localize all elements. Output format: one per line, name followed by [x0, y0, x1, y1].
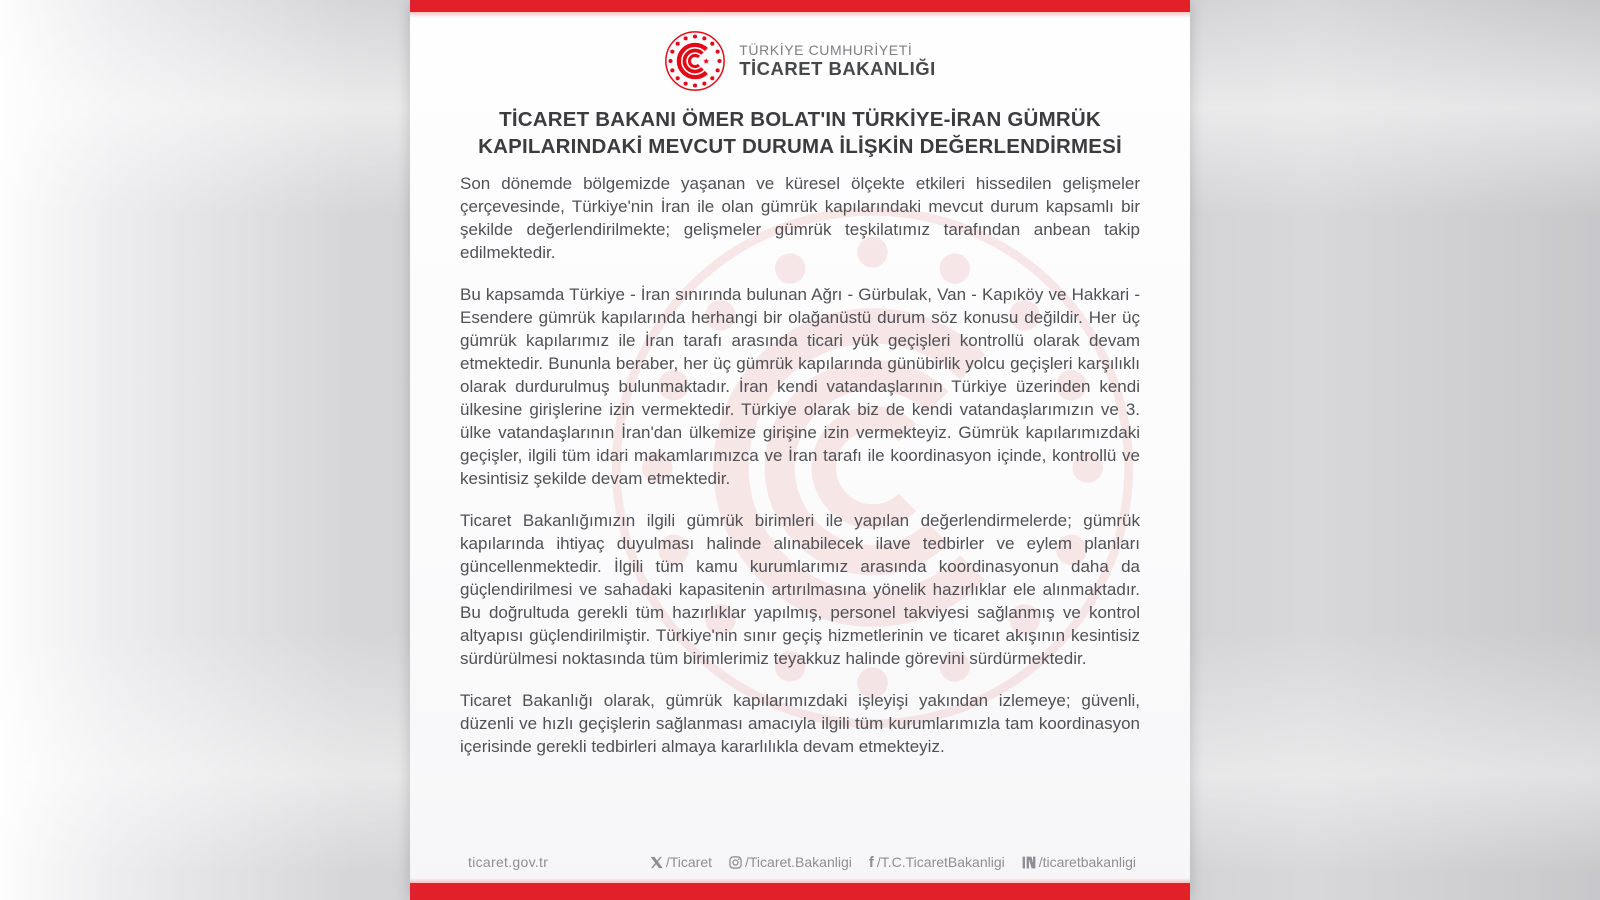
announcement-body	[410, 172, 1190, 777]
social-handle: /Ticaret.Bakanligi	[745, 854, 852, 870]
instagram-icon	[729, 856, 742, 869]
ministry-logo	[410, 30, 1190, 92]
footer	[410, 854, 1190, 870]
x-icon	[650, 856, 663, 869]
title-line2: KAPILARINDAKİ MEVCUT DURUMA İLİŞKİN DEĞERLENDİRMESİ	[478, 135, 1122, 158]
ministry-emblem-icon	[664, 30, 726, 92]
website-url: ticaret.gov.tr	[468, 854, 549, 870]
social-link-nsosyal	[1022, 854, 1136, 870]
social-handle: /T.C.TicaretBakanligi	[876, 854, 1005, 870]
paragraph-4: Ticaret Bakanlığı olarak, gümrük kapılarımızdaki işleyişi yakından izlemeye; güvenli, düzenli ve hızlı geçişlerin sağlanması amacıyla ilgili tüm kurumlarımızla tam koordinasyon içerisinde gerekli tedbirleri almaya kararlılıkla devam etmekteyiz.	[460, 691, 1140, 756]
paragraph-2: Bu kapsamda Türkiye - İran sınırında bulunan Ağrı - Gürbulak, Van - Kapıköy ve Hakkari - Esendere gümrük kapılarında herhangi bir olağanüstü durum söz konusu değildir. Her üç gümrük kapılarımız ile İran tarafı arasında ticari yük geçişleri kontrollü olarak devam etmektedir. Bununla beraber, her üç gümrük kapılarında günübirlik yolcu geçişleri karşılıklı olarak durdurulmuş bulunmaktadır. İran kendi vatandaşlarının Türkiye üzerinden kendi ülkesine girişlerine izin vermektedir. Türkiye olarak biz de kendi vatandaşlarımızın ve 3. ülke vatandaşlarının İran'dan ülkemize girişine izin vermekteyiz. Gümrük kapılarımızdaki geçişler, ilgili tüm idari makamlarımızca ve İran tarafı ile koordinasyon içinde, kontrollü ve kesintisiz şekilde devam etmektedir.	[460, 285, 1140, 488]
announcement-card	[410, 0, 1190, 900]
social-link-instagram	[729, 854, 852, 870]
social-handle: /Ticaret	[665, 854, 712, 870]
paragraph-3: Ticaret Bakanlığımızın ilgili gümrük birimleri ile yapılan değerlendirmelerde; gümrük kapılarında ihtiyaç duyulması halinde alınabilecek ilave tedbirler ve eylem planları güncellenmektedir. İlgili tüm kamu kurumlarımız arasında koordinasyonun daha da güçlendirilmesi ve sahadaki kapasitenin artırılmasına yönelik hazırlıklar ele alınmaktadır. Bu doğrultuda gerekli tüm hazırlıklar yapılmış, personel takviyesi sağlanmış ve kontrol altyapısı güçlendirilmiştir. Türkiye'nin sınır geçiş hizmetlerinin ve ticaret akışının kesintisiz sürdürülmesi noktasında tüm birimlerimiz teyakkuz halinde görevini sürdürmektedir.	[460, 511, 1140, 668]
org-name-line2: TİCARET BAKANLIĞI	[739, 58, 936, 80]
top-red-bar	[410, 0, 1190, 12]
social-link-x	[650, 854, 712, 870]
nsosyal-icon	[1022, 856, 1036, 869]
social-link-facebook	[869, 854, 1005, 870]
bottom-red-bar	[410, 883, 1190, 900]
social-links	[650, 854, 1136, 870]
title-line1: TİCARET BAKANI ÖMER BOLAT'IN TÜRKİYE-İRAN GÜMRÜK	[499, 108, 1101, 131]
paragraph-1: Son dönemde bölgemizde yaşanan ve küresel ölçekte etkileri hissedilen gelişmeler çerçevesinde, Türkiye'nin İran ile olan gümrük kapılarındaki mevcut durum kapsamlı bir şekilde değerlendirilmekte; gelişmeler gümrük teşkilatımız tarafından anbean takip edilmektedir.	[460, 174, 1140, 262]
facebook-icon: f	[868, 853, 874, 871]
org-name-line1: TÜRKİYE CUMHURİYETİ	[739, 41, 913, 58]
announcement-title	[410, 106, 1190, 160]
social-handle: /ticaretbakanligi	[1038, 854, 1136, 870]
